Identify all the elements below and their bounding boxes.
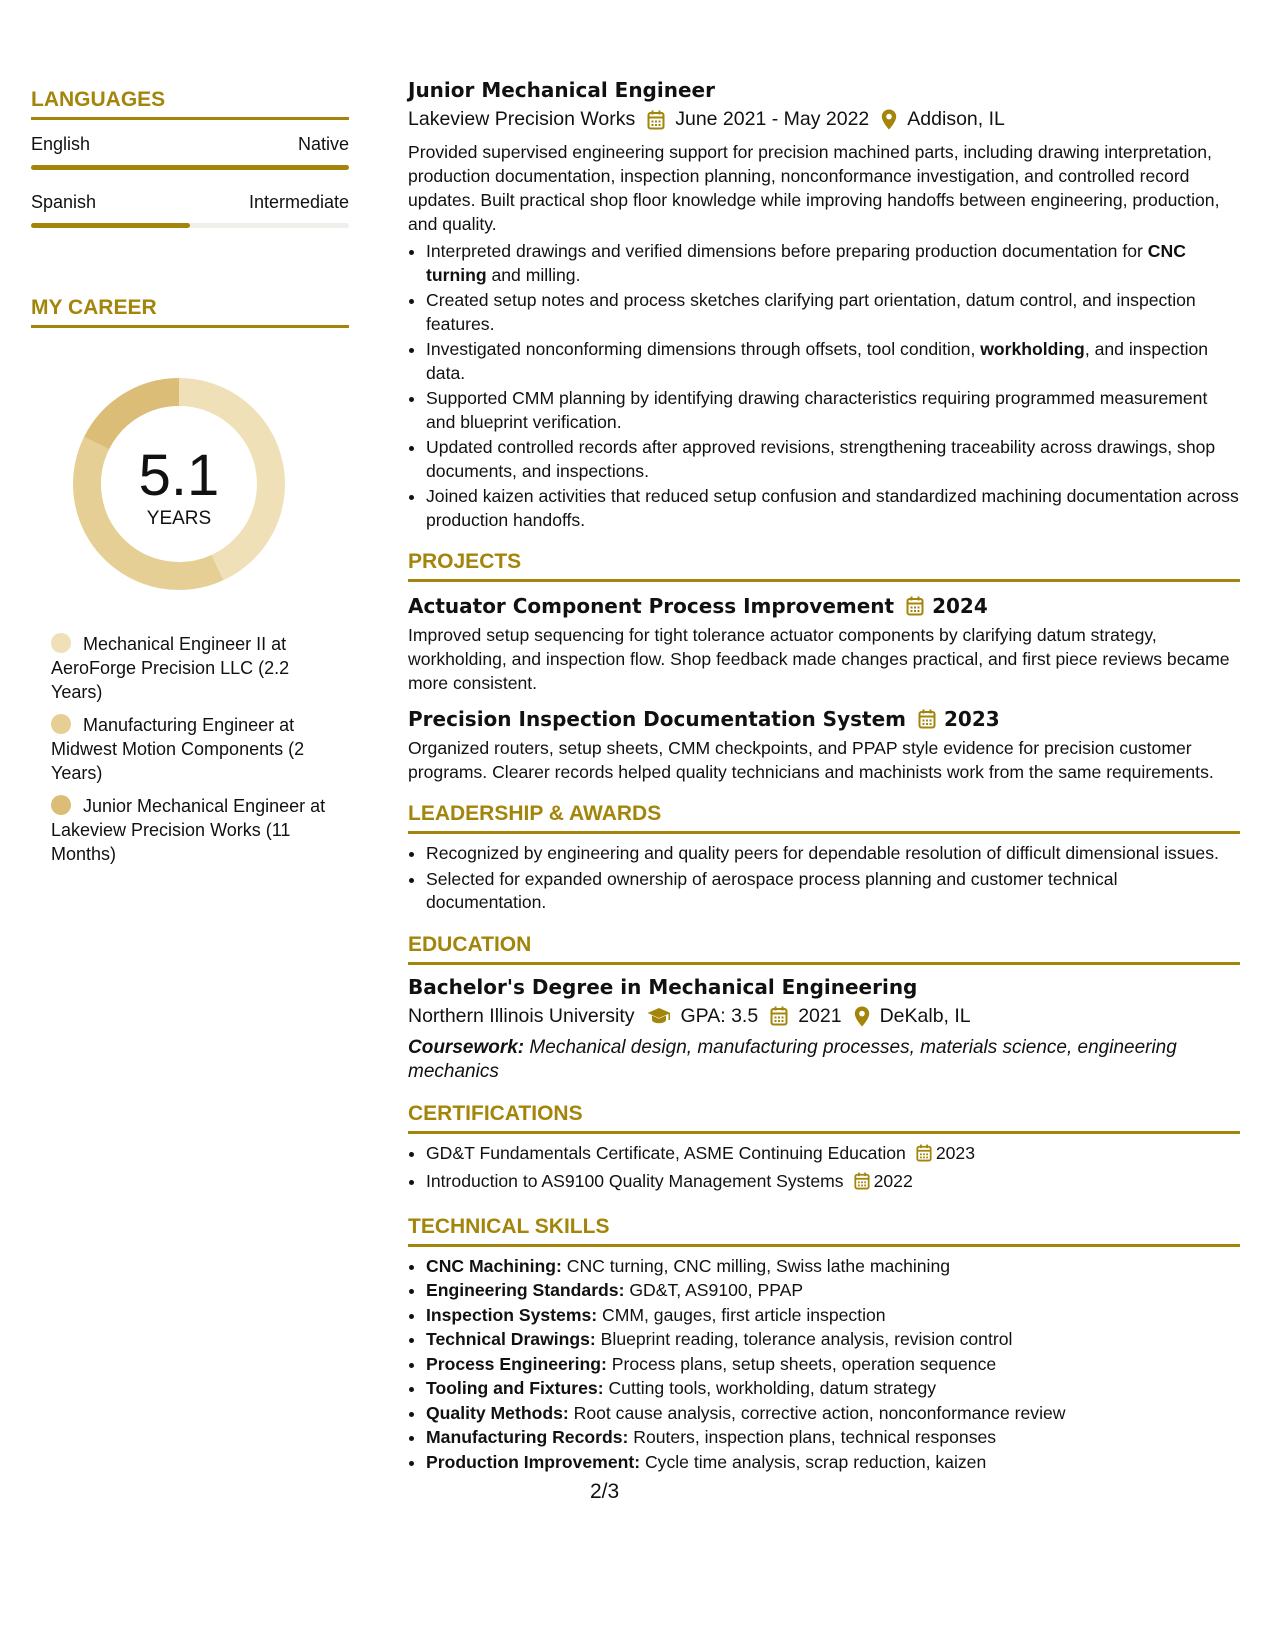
skill-value: Routers, inspection plans, technical responses bbox=[628, 1427, 997, 1447]
skill-label: Manufacturing Records: bbox=[426, 1427, 629, 1447]
skill-label: Engineering Standards: bbox=[426, 1280, 625, 1300]
coursework-text: Mechanical design, manufacturing processes, materials science, engineering mechanics bbox=[408, 1036, 1177, 1082]
skill-label: Production Improvement: bbox=[426, 1451, 641, 1472]
education-year: 2021 bbox=[798, 1004, 842, 1027]
job-company: Lakeview Precision Works bbox=[408, 108, 636, 130]
left-column bbox=[31, 88, 349, 875]
skill-value: Root cause analysis, corrective action, nonconformance review bbox=[568, 1402, 1066, 1423]
career-years-unit: YEARS bbox=[146, 508, 212, 529]
career-legend-label: Junior Mechanical Engineer at Lakeview Precision Works (11 Months) bbox=[51, 796, 326, 864]
skill-item bbox=[426, 1328, 1240, 1352]
projects-list bbox=[408, 594, 1240, 784]
certifications-heading: CERTIFICATIONS bbox=[408, 1102, 1240, 1134]
bullet-text-end: , and inspection data. bbox=[426, 339, 1209, 383]
language-item bbox=[31, 192, 349, 228]
projects-heading: PROJECTS bbox=[408, 550, 1240, 582]
skill-item bbox=[426, 1402, 1240, 1426]
calendar-icon bbox=[906, 596, 924, 616]
skill-value: Cycle time analysis, scrap reduction, kaizen bbox=[640, 1451, 987, 1472]
certifications-section bbox=[408, 1102, 1240, 1197]
leadership-section bbox=[408, 802, 1240, 915]
bullet-text: Updated controlled records after approved revisions, strengthening traceability across drawings, shop documents, and inspections. bbox=[426, 437, 1216, 481]
job-meta bbox=[408, 108, 1240, 131]
project-year: 2023 bbox=[943, 707, 1000, 731]
certification-year: 2023 bbox=[935, 1142, 975, 1163]
project-year: 2024 bbox=[932, 594, 988, 618]
language-level: Intermediate bbox=[248, 192, 349, 212]
education-location: DeKalb, IL bbox=[879, 1004, 971, 1027]
skill-item bbox=[426, 1353, 1240, 1377]
leadership-heading: LEADERSHIP & AWARDS bbox=[408, 802, 1240, 834]
career-legend-label: Mechanical Engineer II at AeroForge Precision LLC (2.2 Years) bbox=[51, 634, 290, 702]
skill-label: Technical Drawings: bbox=[426, 1329, 596, 1349]
skill-item bbox=[426, 1279, 1240, 1303]
coursework-label: Coursework: bbox=[408, 1036, 525, 1058]
legend-dot bbox=[51, 633, 71, 653]
certification-name: GD&T Fundamentals Certificate, ASME Continuing Education bbox=[426, 1142, 906, 1163]
education-meta bbox=[408, 1005, 1240, 1028]
skill-item bbox=[426, 1426, 1240, 1450]
bullet-text: Investigated nonconforming dimensions through offsets, tool condition, bbox=[426, 339, 981, 359]
skill-item bbox=[426, 1304, 1240, 1328]
job-title: Junior Mechanical Engineer bbox=[408, 78, 715, 102]
bullet-bold-text: workholding bbox=[980, 339, 1085, 359]
project-name: Actuator Component Process Improvement bbox=[408, 594, 895, 618]
skill-value: CNC turning, CNC milling, Swiss lathe machining bbox=[561, 1255, 951, 1276]
language-name: English bbox=[31, 134, 91, 154]
bullet-text: Created setup notes and process sketches clarifying part orientation, datum control, and inspection features. bbox=[426, 290, 1196, 334]
career-heading: MY CAREER bbox=[31, 296, 349, 328]
skill-value: Process plans, setup sheets, operation sequence bbox=[606, 1353, 997, 1374]
skill-label: Process Engineering: bbox=[426, 1353, 607, 1374]
bullet-text: Joined kaizen activities that reduced setup confusion and standardized machining documentation across production handoffs. bbox=[426, 486, 1239, 530]
education-school: Northern Illinois University bbox=[408, 1004, 635, 1027]
education-degree: Bachelor's Degree in Mechanical Engineering bbox=[408, 974, 918, 999]
project-item bbox=[408, 594, 1240, 695]
right-column bbox=[408, 78, 1240, 1475]
job-bullet bbox=[426, 289, 1240, 336]
certification-item bbox=[426, 1170, 1240, 1197]
job-description: Provided supervised engineering support for precision machined parts, including drawing interpretation, production documentation, inspection planning, nonconformance investigation, and controlled record updates. Built practical shop floor knowledge while improving handoffs between engineering, production, and quality. bbox=[408, 142, 1220, 234]
project-description: Improved setup sequencing for tight tolerance actuator components by clarifying datum strategy, workholding, and inspection flow. Shop feedback made changes practical, and first piece reviews became more consistent. bbox=[408, 625, 1230, 693]
legend-dot bbox=[51, 795, 71, 815]
language-level-bar bbox=[31, 165, 349, 170]
legend-dot bbox=[51, 714, 71, 734]
job-bullets bbox=[408, 240, 1240, 532]
languages-heading: LANGUAGES bbox=[31, 88, 349, 120]
education-gpa: GPA: 3.5 bbox=[680, 1004, 759, 1027]
job-dates: June 2021 - May 2022 bbox=[675, 108, 870, 130]
project-item bbox=[408, 707, 1240, 784]
leadership-item: • Recognized by engineering and quality peers for dependable resolution of difficult dimensional issues. bbox=[426, 842, 1240, 866]
graduation-cap-icon bbox=[647, 1007, 671, 1025]
certification-year: 2022 bbox=[873, 1171, 913, 1191]
skill-label: CNC Machining: bbox=[426, 1255, 562, 1276]
education-coursework bbox=[408, 1036, 1240, 1084]
language-level-bar bbox=[31, 223, 349, 228]
project-name: Precision Inspection Documentation System bbox=[408, 707, 906, 731]
bullet-text: Supported CMM planning by identifying drawing characteristics requiring programmed measurement and blueprint verification. bbox=[426, 388, 1208, 432]
calendar-icon bbox=[770, 1006, 788, 1026]
skill-value: GD&T, AS9100, PPAP bbox=[624, 1280, 804, 1300]
skill-item bbox=[426, 1377, 1240, 1401]
language-row bbox=[31, 192, 349, 213]
education-section bbox=[408, 933, 1240, 1084]
location-pin-icon bbox=[854, 1006, 870, 1027]
career-legend-item bbox=[51, 713, 331, 785]
skill-label: Tooling and Fixtures: bbox=[426, 1378, 604, 1398]
languages-list bbox=[31, 134, 349, 228]
project-header bbox=[408, 594, 1240, 618]
skills-list bbox=[408, 1255, 1240, 1475]
job-entry bbox=[408, 78, 1240, 532]
language-name: Spanish bbox=[31, 192, 97, 212]
career-legend-label: Manufacturing Engineer at Midwest Motion Components (2 Years) bbox=[51, 715, 305, 783]
calendar-icon bbox=[854, 1172, 870, 1197]
career-legend bbox=[51, 632, 349, 866]
job-bullet bbox=[426, 436, 1240, 483]
language-level-fill bbox=[31, 223, 190, 228]
project-description: Organized routers, setup sheets, CMM checkpoints, and PPAP style evidence for precision customer programs. Clearer records helped quality technicians and machinists work from the same requirements. bbox=[408, 738, 1214, 782]
calendar-icon bbox=[647, 110, 665, 130]
career-total-years: 5.1 bbox=[138, 443, 220, 508]
skill-item bbox=[426, 1255, 1240, 1279]
language-item bbox=[31, 134, 349, 170]
language-level-fill bbox=[31, 165, 349, 170]
career-donut-chart bbox=[67, 372, 291, 596]
language-row bbox=[31, 134, 349, 155]
job-bullet bbox=[426, 485, 1240, 532]
certification-name: Introduction to AS9100 Quality Management Systems bbox=[426, 1171, 844, 1191]
skill-value: CMM, gauges, first article inspection bbox=[597, 1304, 886, 1325]
bullet-bold-text: CNC turning bbox=[426, 241, 1186, 285]
certification-item bbox=[426, 1142, 1240, 1169]
skill-value: Cutting tools, workholding, datum strategy bbox=[603, 1378, 937, 1398]
projects-section bbox=[408, 550, 1240, 784]
education-heading: EDUCATION bbox=[408, 933, 1240, 965]
skills-section bbox=[408, 1215, 1240, 1475]
leadership-list bbox=[408, 842, 1240, 915]
calendar-icon bbox=[916, 1144, 932, 1169]
skill-value: Blueprint reading, tolerance analysis, revision control bbox=[595, 1329, 1013, 1349]
page-number: 2/3 bbox=[590, 1480, 620, 1503]
job-bullet bbox=[426, 387, 1240, 434]
language-level: Native bbox=[297, 134, 349, 154]
certifications-list bbox=[408, 1142, 1240, 1197]
skill-label: Quality Methods: bbox=[426, 1402, 569, 1423]
skill-item bbox=[426, 1451, 1240, 1475]
career-legend-item bbox=[51, 632, 331, 704]
leadership-item: • Selected for expanded ownership of aerospace process planning and customer technical documentation. bbox=[426, 868, 1240, 915]
location-pin-icon bbox=[881, 109, 897, 130]
bullet-text: Interpreted drawings and verified dimensions before preparing production documentation for bbox=[426, 241, 1148, 261]
skill-label: Inspection Systems: bbox=[426, 1304, 598, 1325]
calendar-icon bbox=[918, 709, 936, 729]
project-header bbox=[408, 707, 1240, 731]
donut-center bbox=[67, 372, 291, 596]
job-location: Addison, IL bbox=[907, 108, 1005, 130]
job-bullet bbox=[426, 240, 1240, 287]
bullet-text-end: and milling. bbox=[486, 264, 581, 285]
job-bullet bbox=[426, 338, 1240, 385]
skills-heading: TECHNICAL SKILLS bbox=[408, 1215, 1240, 1247]
career-legend-item bbox=[51, 794, 331, 866]
